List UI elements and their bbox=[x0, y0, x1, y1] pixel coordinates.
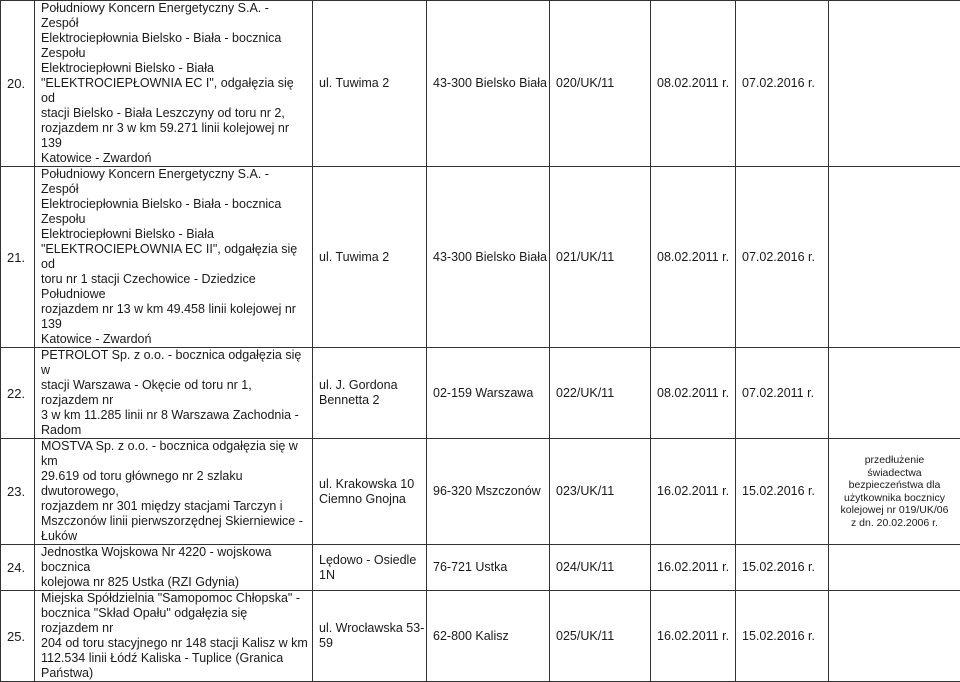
valid-until: 15.02.2016 r. bbox=[736, 591, 829, 682]
notes bbox=[829, 545, 960, 591]
street-address: Lędowo - Osiedle 1N bbox=[313, 545, 427, 591]
certificate-number: 024/UK/11 bbox=[550, 545, 651, 591]
row-number: 25. bbox=[1, 591, 35, 682]
street-address: ul. Tuwima 2 bbox=[313, 1, 427, 167]
street-address: ul. J. Gordona Bennetta 2 bbox=[313, 348, 427, 439]
entity-description: Jednostka Wojskowa Nr 4220 - wojskowa bocznica kolejowa nr 825 Ustka (RZI Gdynia) bbox=[35, 545, 313, 591]
table-row bbox=[1, 439, 960, 545]
row-number: 23. bbox=[1, 439, 35, 545]
issue-date: 16.02.2011 r. bbox=[651, 545, 736, 591]
row-number: 22. bbox=[1, 348, 35, 439]
issue-date: 08.02.2011 r. bbox=[651, 1, 736, 167]
issue-date: 16.02.2011 r. bbox=[651, 591, 736, 682]
notes bbox=[829, 1, 960, 167]
issue-date: 08.02.2011 r. bbox=[651, 348, 736, 439]
entity-description: MOSTVA Sp. z o.o. - bocznica odgałęzia się w km 29.619 od toru głównego nr 2 szlaku dwutorowego, rozjazdem nr 301 między stacjami Tarczyn i Mszczonów linii pierwszorzędnej Skierniewice - Łuków bbox=[35, 439, 313, 545]
valid-until: 07.02.2016 r. bbox=[736, 167, 829, 348]
city: 76-721 Ustka bbox=[427, 545, 550, 591]
entity-description: PETROLOT Sp. z o.o. - bocznica odgałęzia się w stacji Warszawa - Okęcie od toru nr 1, rozjazdem nr 3 w km 11.285 linii nr 8 Warszawa Zachodnia - Radom bbox=[35, 348, 313, 439]
entity-description: Południowy Koncern Energetyczny S.A. - Zespół Elektrociepłownia Bielsko - Biała - bocznica Zespołu Elektrociepłowni Bielsko - Biała "ELEKTROCIEPŁOWNIA EC II", odgałęzia się od toru nr 1 stacji Czechowice - Dziedzice Południowe rozjazdem nr 13 w km 49.458 linii kolejowej nr 139 Katowice - Zwardoń bbox=[35, 167, 313, 348]
certificate-number: 022/UK/11 bbox=[550, 348, 651, 439]
valid-until: 07.02.2011 r. bbox=[736, 348, 829, 439]
row-number: 20. bbox=[1, 1, 35, 167]
certificate-number: 023/UK/11 bbox=[550, 439, 651, 545]
table-row bbox=[1, 1, 960, 167]
issue-date: 08.02.2011 r. bbox=[651, 167, 736, 348]
certificate-number: 021/UK/11 bbox=[550, 167, 651, 348]
certificate-number: 025/UK/11 bbox=[550, 591, 651, 682]
issue-date: 16.02.2011 r. bbox=[651, 439, 736, 545]
table-row bbox=[1, 167, 960, 348]
notes bbox=[829, 591, 960, 682]
city: 43-300 Bielsko Biała bbox=[427, 167, 550, 348]
notes: przedłużenie świadectwa bezpieczeństwa dla użytkownika bocznicy kolejowej nr 019/UK/06 z dn. 20.02.2006 r. bbox=[829, 439, 960, 545]
city: 02-159 Warszawa bbox=[427, 348, 550, 439]
entity-description: Miejska Spółdzielnia "Samopomoc Chłopska" - bocznica "Skład Opału" odgałęzia się rozjazdem nr 204 od toru stacyjnego nr 148 stacji Kalisz w km 112.534 linii Łódź Kaliska - Tuplice (Granica Państwa) bbox=[35, 591, 313, 682]
table-row bbox=[1, 545, 960, 591]
city: 96-320 Mszczonów bbox=[427, 439, 550, 545]
valid-until: 07.02.2016 r. bbox=[736, 1, 829, 167]
street-address: ul. Wrocławska 53- 59 bbox=[313, 591, 427, 682]
city: 43-300 Bielsko Biała bbox=[427, 1, 550, 167]
table-row bbox=[1, 591, 960, 682]
row-number: 21. bbox=[1, 167, 35, 348]
street-address: ul. Krakowska 10 Ciemno Gnojna bbox=[313, 439, 427, 545]
certificate-number: 020/UK/11 bbox=[550, 1, 651, 167]
entity-description: Południowy Koncern Energetyczny S.A. - Zespół Elektrociepłownia Bielsko - Biała - bocznica Zespołu Elektrociepłowni Bielsko - Biała "ELEKTROCIEPŁOWNIA EC I", odgałęzia się od stacji Bielsko - Biała Leszczyny od toru nr 2, rozjazdem nr 3 w km 59.271 linii kolejowej nr 139 Katowice - Zwardoń bbox=[35, 1, 313, 167]
notes bbox=[829, 348, 960, 439]
city: 62-800 Kalisz bbox=[427, 591, 550, 682]
table-row bbox=[1, 348, 960, 439]
valid-until: 15.02.2016 r. bbox=[736, 439, 829, 545]
valid-until: 15.02.2016 r. bbox=[736, 545, 829, 591]
notes bbox=[829, 167, 960, 348]
street-address: ul. Tuwima 2 bbox=[313, 167, 427, 348]
row-number: 24. bbox=[1, 545, 35, 591]
